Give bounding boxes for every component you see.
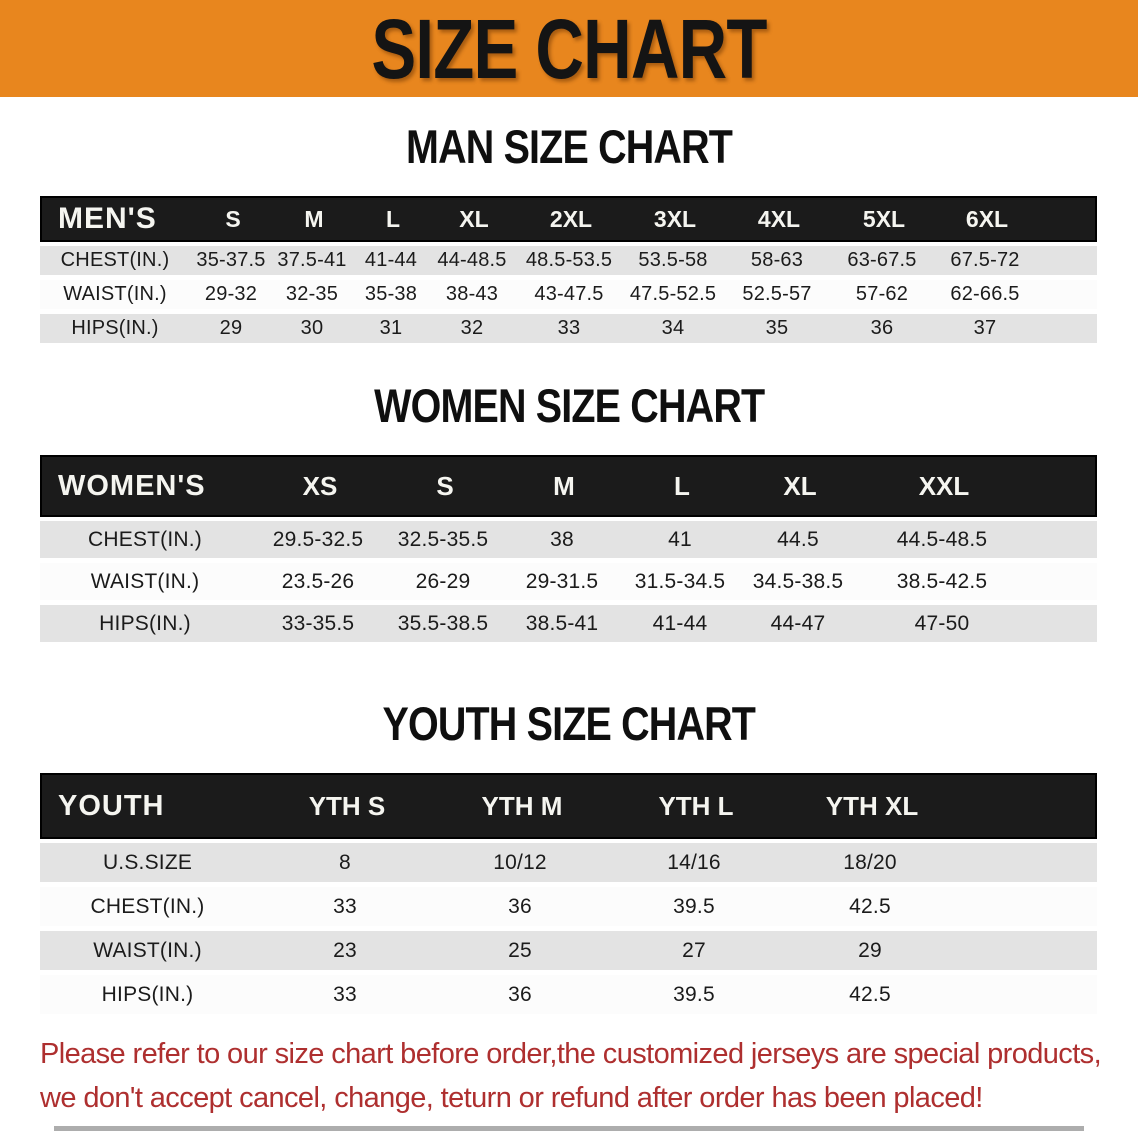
measurement-value: 37.5-41 — [277, 249, 347, 271]
size-column-header: YTH M — [481, 790, 563, 821]
measurement-value: 23 — [333, 938, 357, 962]
table-row — [40, 931, 1097, 970]
table-header-row — [40, 196, 1097, 242]
measurement-label: U.S.SIZE — [102, 850, 193, 874]
table-row — [40, 563, 1097, 600]
youth-size-table — [40, 773, 1097, 1014]
table-row — [40, 843, 1097, 882]
women-section — [0, 343, 1138, 642]
measurement-value: 35.5-38.5 — [397, 611, 489, 635]
page-title-text: SIZE CHART — [371, 1, 767, 96]
men-section-heading-text: MAN SIZE CHART — [406, 120, 732, 173]
notice-line-2: we don't accept cancel, change, teturn or refund after order has been placed! — [40, 1082, 983, 1114]
measurement-value: 43-47.5 — [534, 283, 604, 305]
youth-section — [0, 642, 1138, 1014]
measurement-value: 42.5 — [849, 982, 891, 1006]
size-column-header: M — [553, 470, 575, 501]
measurement-label: CHEST(IN.) — [88, 527, 202, 551]
measurement-value: 57-62 — [855, 283, 909, 305]
measurement-value: 29-32 — [204, 283, 258, 305]
measurement-value: 8 — [339, 850, 351, 874]
women-size-table — [40, 455, 1097, 642]
table-title-cell: MEN'S — [58, 202, 157, 235]
measurement-value: 48.5-53.5 — [525, 249, 613, 271]
measurement-value: 58-63 — [750, 249, 804, 271]
measurement-value: 44-48.5 — [437, 249, 507, 271]
measurement-value: 39.5 — [673, 894, 715, 918]
measurement-label: WAIST(IN.) — [93, 938, 202, 962]
measurement-value: 29 — [219, 317, 243, 339]
size-column-header: XXL — [918, 470, 970, 501]
measurement-value: 35-37.5 — [196, 249, 266, 271]
size-column-header: XL — [459, 205, 489, 232]
measurement-value: 44-47 — [770, 611, 826, 635]
youth-section-heading — [0, 698, 1138, 750]
size-column-header: YTH L — [658, 790, 734, 821]
measurement-value: 35-38 — [364, 283, 418, 305]
size-column-header: XL — [783, 470, 817, 501]
table-row — [40, 887, 1097, 926]
measurement-value: 33-35.5 — [281, 611, 355, 635]
size-column-header: 3XL — [653, 205, 697, 232]
measurement-value: 23.5-26 — [281, 569, 355, 593]
women-section-heading — [0, 380, 1138, 432]
measurement-value: 33 — [333, 894, 357, 918]
table-row — [40, 521, 1097, 558]
measurement-value: 47-50 — [914, 611, 970, 635]
measurement-label: WAIST(IN.) — [90, 569, 200, 593]
measurement-value: 41-44 — [652, 611, 708, 635]
table-header-row — [40, 455, 1097, 517]
table-row — [40, 246, 1097, 275]
measurement-value: 29.5-32.5 — [272, 527, 364, 551]
measurement-value: 44.5 — [777, 527, 819, 551]
measurement-value: 38-43 — [445, 283, 499, 305]
measurement-label: HIPS(IN.) — [101, 982, 194, 1006]
measurement-value: 62-66.5 — [950, 283, 1020, 305]
measurement-label: HIPS(IN.) — [99, 611, 191, 635]
measurement-value: 36 — [508, 982, 532, 1006]
measurement-value: 32-35 — [285, 283, 339, 305]
measurement-label: CHEST(IN.) — [60, 249, 170, 271]
size-column-header: XS — [302, 470, 338, 501]
measurement-value: 39.5 — [673, 982, 715, 1006]
measurement-value: 14/16 — [667, 850, 721, 874]
measurement-value: 29 — [858, 938, 882, 962]
youth-section-heading-text: YOUTH SIZE CHART — [382, 697, 756, 750]
measurement-label: CHEST(IN.) — [90, 894, 205, 918]
table-row — [40, 280, 1097, 309]
table-header-row — [40, 773, 1097, 839]
measurement-value: 29-31.5 — [525, 569, 599, 593]
table-row — [40, 605, 1097, 642]
women-section-heading-text: WOMEN SIZE CHART — [373, 379, 765, 432]
bottom-divider — [54, 1126, 1084, 1131]
measurement-value: 33 — [333, 982, 357, 1006]
measurement-value: 31 — [379, 317, 403, 339]
order-notice — [0, 1014, 1138, 1120]
measurement-value: 38.5-42.5 — [896, 569, 988, 593]
measurement-value: 32.5-35.5 — [397, 527, 489, 551]
size-column-header: L — [385, 205, 401, 232]
table-row — [40, 975, 1097, 1014]
measurement-value: 37 — [973, 317, 997, 339]
measurement-value: 27 — [682, 938, 706, 962]
measurement-value: 63-67.5 — [847, 249, 917, 271]
measurement-value: 38.5-41 — [525, 611, 599, 635]
measurement-value: 34.5-38.5 — [752, 569, 844, 593]
measurement-value: 42.5 — [849, 894, 891, 918]
table-row — [40, 314, 1097, 343]
page-title — [322, 1, 816, 96]
measurement-value: 67.5-72 — [950, 249, 1020, 271]
measurement-value: 36 — [870, 317, 894, 339]
measurement-value: 10/12 — [493, 850, 547, 874]
size-column-header: L — [674, 470, 690, 501]
measurement-value: 36 — [508, 894, 532, 918]
size-column-header: YTH XL — [825, 790, 919, 821]
notice-line-1: Please refer to our size chart before order,the customized jerseys are special products, — [40, 1038, 1102, 1070]
banner — [0, 0, 1138, 97]
size-column-header: YTH S — [308, 790, 386, 821]
measurement-value: 33 — [557, 317, 581, 339]
measurement-value: 31.5-34.5 — [634, 569, 726, 593]
men-size-table — [40, 196, 1097, 343]
measurement-value: 38 — [550, 527, 574, 551]
size-column-header: S — [225, 205, 241, 232]
size-column-header: 6XL — [965, 205, 1009, 232]
measurement-value: 30 — [300, 317, 324, 339]
measurement-value: 18/20 — [843, 850, 897, 874]
measurement-value: 35 — [765, 317, 789, 339]
size-column-header: 2XL — [549, 205, 593, 232]
measurement-label: HIPS(IN.) — [71, 317, 159, 339]
measurement-value: 25 — [508, 938, 532, 962]
size-column-header: M — [304, 205, 324, 232]
men-section — [0, 97, 1138, 343]
measurement-value: 32 — [460, 317, 484, 339]
measurement-value: 34 — [661, 317, 685, 339]
measurement-value: 41-44 — [364, 249, 418, 271]
table-title-cell: WOMEN'S — [58, 469, 206, 502]
men-section-heading — [0, 121, 1138, 173]
measurement-value: 53.5-58 — [638, 249, 708, 271]
size-column-header: S — [436, 470, 454, 501]
measurement-label: WAIST(IN.) — [63, 283, 167, 305]
measurement-value: 41 — [668, 527, 692, 551]
table-title-cell: YOUTH — [58, 789, 165, 822]
measurement-value: 47.5-52.5 — [629, 283, 717, 305]
size-column-header: 5XL — [862, 205, 906, 232]
measurement-value: 52.5-57 — [742, 283, 812, 305]
measurement-value: 26-29 — [415, 569, 471, 593]
size-column-header: 4XL — [757, 205, 801, 232]
measurement-value: 44.5-48.5 — [896, 527, 988, 551]
